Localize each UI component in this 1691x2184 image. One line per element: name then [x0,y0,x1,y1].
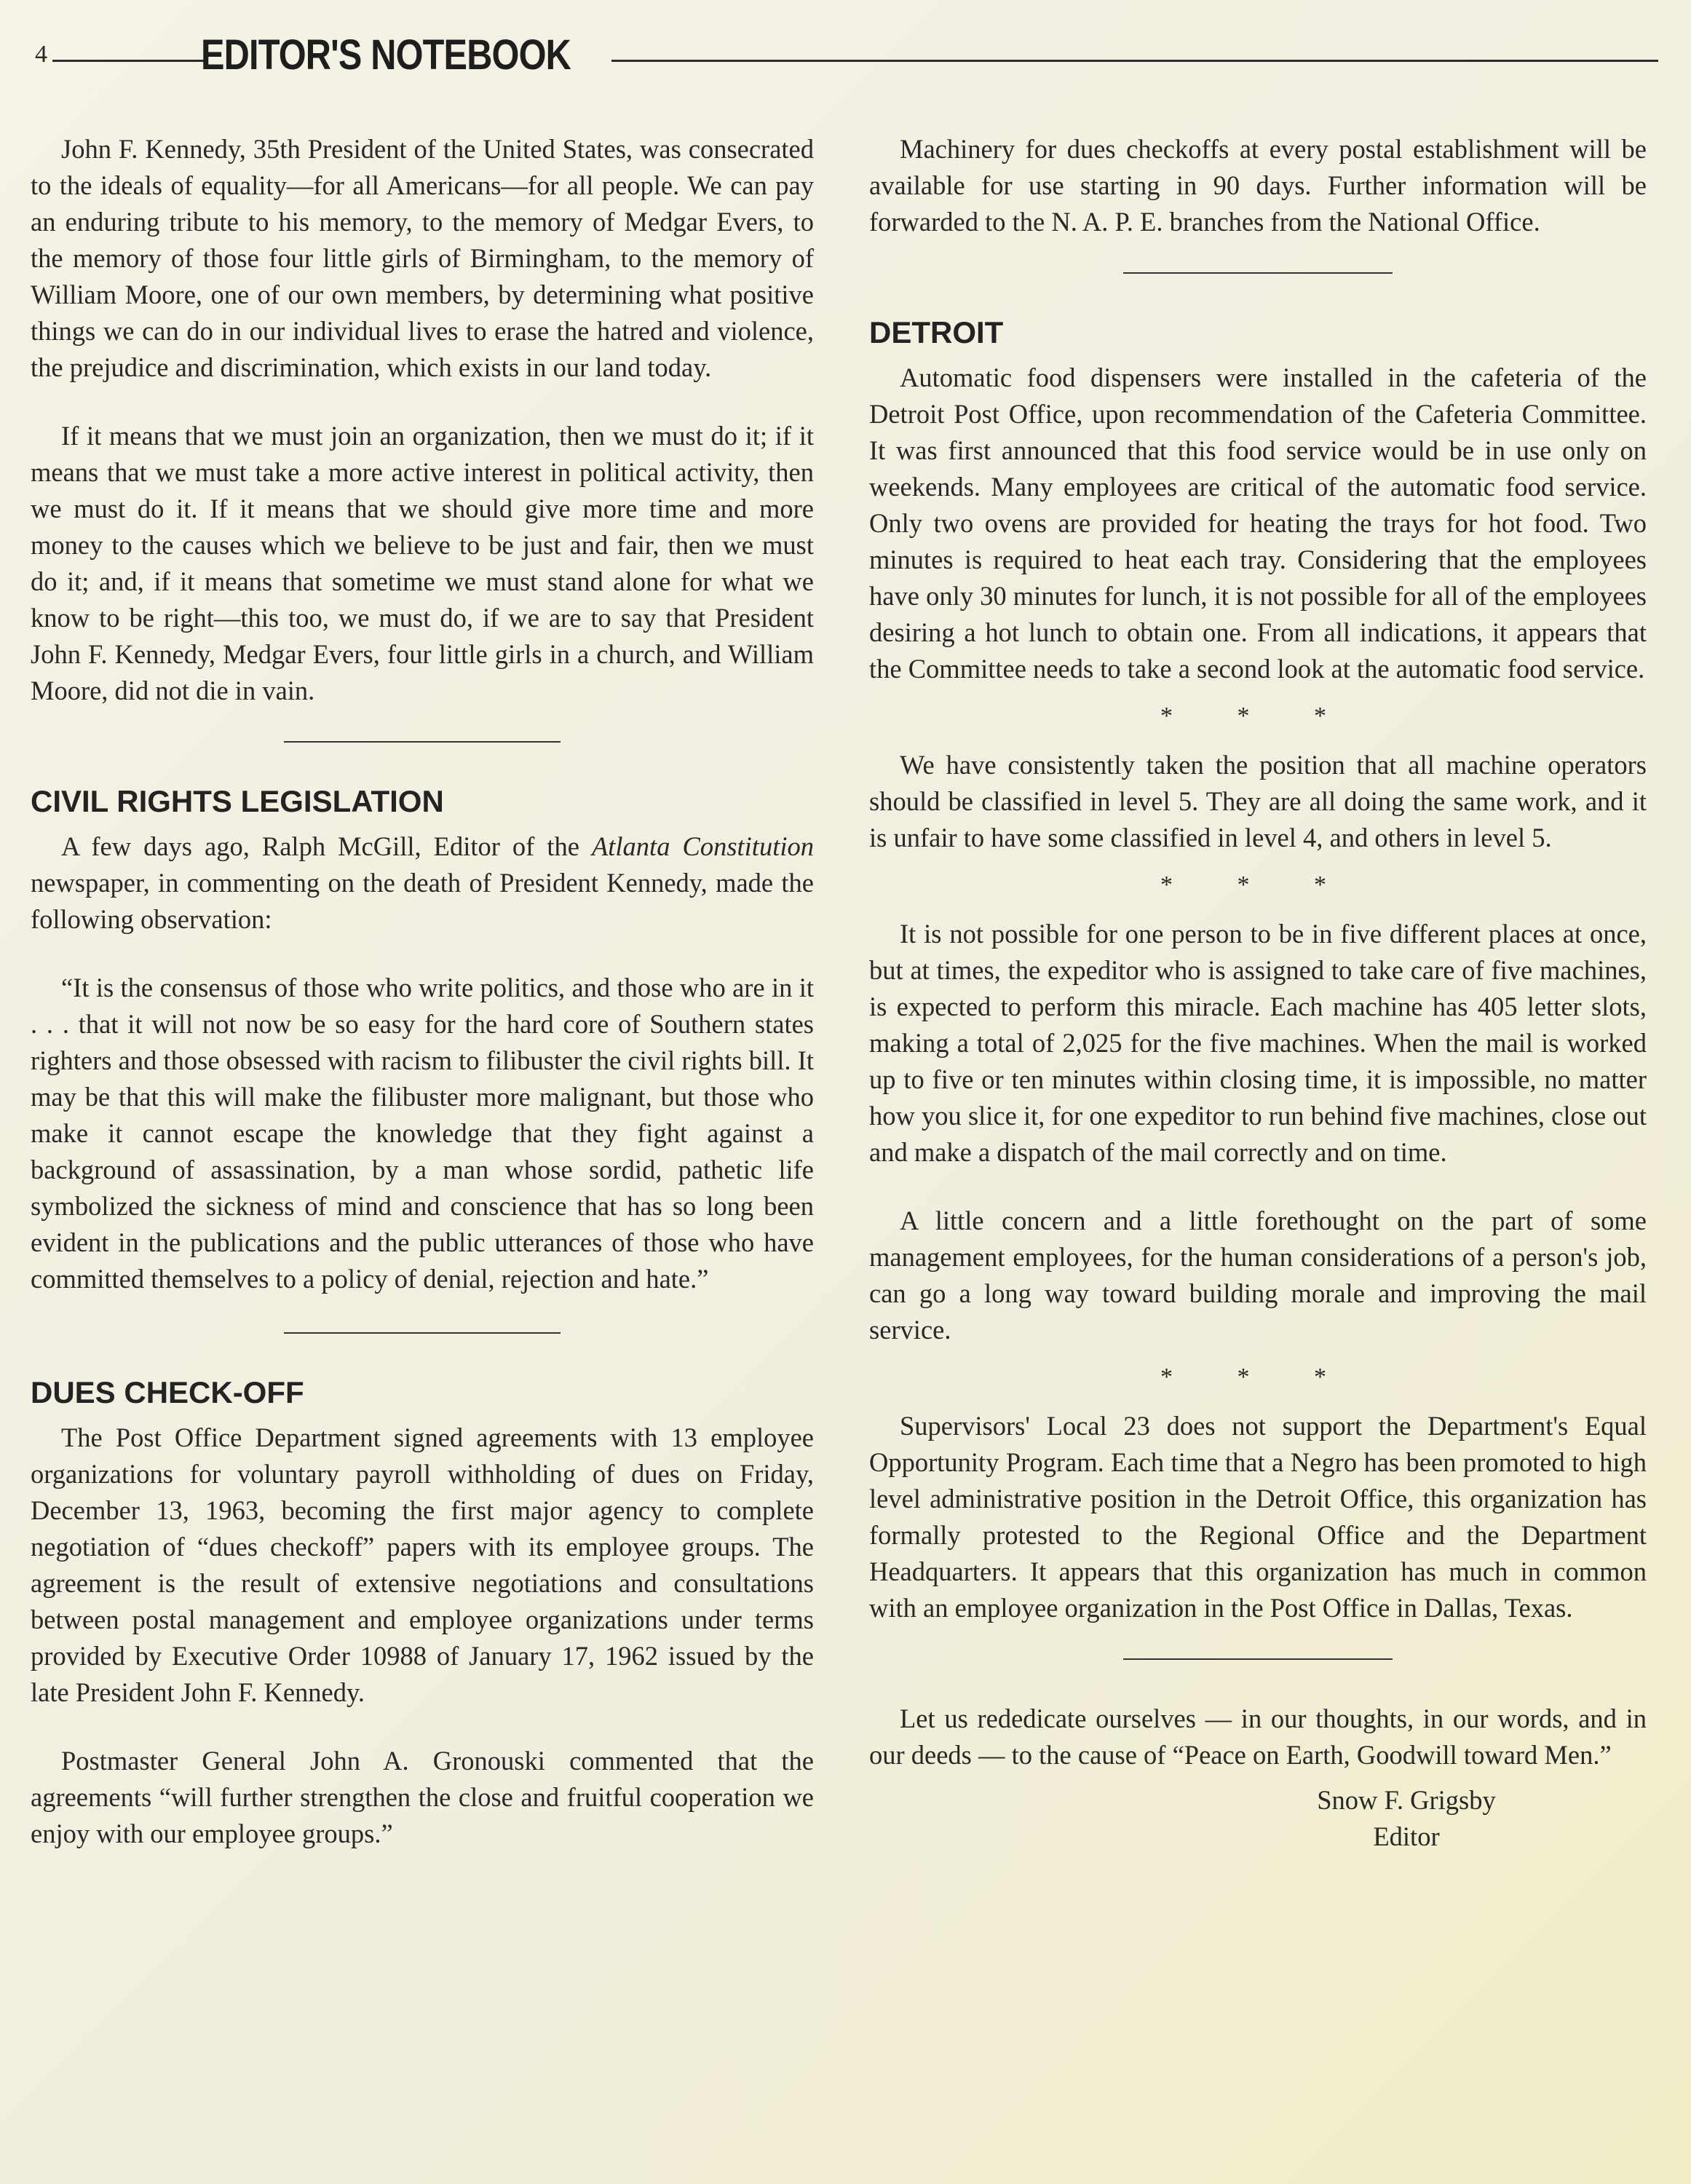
page-header [35,31,1658,82]
section-divider [1123,1658,1393,1660]
intro-text-after: newspaper, in commenting on the death of President Kennedy, made the following observation: [31,868,814,934]
gronouski-comment-paragraph: Postmaster General John A. Gronouski commented that the agreements “will further strengthen the close and fruitful cooperation we enjoy with our employee groups.” [31,1746,814,1848]
newspaper-title: Atlanta Constitution [591,831,814,861]
editor-signature [869,1782,1647,1855]
supervisors-local-paragraph: Supervisors' Local 23 does not support the Department's Equal Opportunity Program. Each time that a Negro has been promoted to high level administrative position in the Detroit Office, this organization has formally protested to the Regional Office and the Department Headquarters. It appears that this organization has much in common with an employee organization in the Post Office in Dallas, Texas. [869,1411,1647,1623]
mcgill-quote: “It is the consensus of those who write politics, and those who are in it . . . that it will not now be so easy for the hard core of Southern states righters and those obsessed with racism to filibuster the civil rights bill. It may be that this will make the filibuster more malignant, but those who make it cannot escape the knowledge that they fight against a background of assassination, by a man whose sordid, pathetic life symbolized the sickness of mind and conscience that has so long been evident in the publications and the public utterances of those who have committed themselves to a policy of denial, rejection and hate.” [31,973,814,1294]
page-title: EDITOR'S NOTEBOOK [201,31,571,79]
section-divider [284,741,561,743]
call-to-action-paragraph: If it means that we must join an organization, then we must do it; if it means that we must take a more active interest in political activity, then we must do it. If it means that we should give more time and more money to the causes which we believe to be just and fair, then we must do it; and, if it means that sometime we must stand alone for what we know to be right—this too, we must do, if we are to say that President John F. Kennedy, Medgar Evers, four little girls in a church, and William Moore, did not die in vain. [31,421,814,705]
closing-paragraph: Let us rededicate ourselves — in our thoughts, in our words, and in our deeds — to the cause of “Peace on Earth, Goodwill toward Men.” [869,1704,1647,1770]
intro-text-before: A few days ago, Ralph McGill, Editor of the [61,831,592,861]
header-rule-right [611,60,1658,62]
detroit-heading: DETROIT [869,315,1004,349]
asterism-separator: * * * [1160,871,1355,898]
management-concern-paragraph: A little concern and a little forethought on the part of some management employees, for the human considerations of a person's job, can go a long way toward building morale and improving the mail service. [869,1206,1647,1345]
machine-operators-paragraph: We have consistently taken the position that all machine operators should be classified in level 5. They are all doing the same work, and it is unfair to have some classified in level 4, and others in level 5. [869,750,1647,852]
mcgill-quote-block [31,970,814,1297]
left-column [31,131,814,1884]
asterism-separator: * * * [1160,703,1355,729]
asterism-separator: * * * [1160,1364,1355,1390]
kennedy-tribute-paragraph: John F. Kennedy, 35th President of the United States, was consecrated to the ideals of equality—for all Americans—for all people. We can pay an enduring tribute to his memory, to the memory of Medgar Evers, to the memory of those four little girls of Birmingham, to the memory of William Moore, one of our own members, by determining what positive things we can do in our individual lives to erase the hatred and violence, the prejudice and discrimination, which exists in our land today. [31,134,814,382]
page-number: 4 [35,41,47,68]
section-divider [1123,272,1393,274]
food-dispensers-paragraph: Automatic food dispensers were installed in the cafeteria of the Detroit Post Office, upon recommendation of the Cafeteria Committee. It was first announced that this food service would be in use only on weekends. Many employees are critical of the automatic food service. Only two ovens are provided for heating the trays for hot food. Two minutes is required to heat each tray. Considering that the employees have only 30 minutes for lunch, it is not possible for all of the employees desiring a hot lunch to obtain one. From all indications, it appears that the Committee needs to take a second look at the automatic food service. [869,363,1647,684]
signature-title: Editor [1373,1821,1440,1851]
civil-rights-heading: CIVIL RIGHTS LEGISLATION [31,784,444,818]
header-rule-left [52,60,205,62]
section-divider [284,1332,561,1334]
checkoff-machinery-paragraph: Machinery for dues checkoffs at every postal establishment will be available for use starting in 90 days. Further information will be forwarded to the N. A. P. E. branches from the National Office. [869,134,1647,237]
civil-rights-intro [31,828,814,938]
signature-name: Snow F. Grigsby [1317,1785,1496,1815]
right-column [869,131,1647,1855]
dues-checkoff-heading: DUES CHECK-OFF [31,1375,304,1409]
expeditor-paragraph: It is not possible for one person to be in five different places at once, but at times, the expeditor who is assigned to take care of five machines, is expected to perform this miracle. Each machine has 405 letter slots, making a total of 2,025 for the five machines. When the mail is worked up to five or ten minutes within closing time, it is impossible, no matter how you slice it, for one expeditor to run behind five machines, close out and make a dispatch of the mail correctly and on time. [869,919,1647,1167]
dues-agreement-paragraph: The Post Office Department signed agreements with 13 employee organizations for voluntary payroll withholding of dues on Friday, December 13, 1963, becoming the first major agency to complete negotiation of “dues checkoff” papers with its employee groups. The agreement is the result of extensive negotiations and consultations between postal management and employee organizations under terms provided by Executive Order 10988 of January 17, 1962 issued by the late President John F. Kennedy. [31,1423,814,1707]
